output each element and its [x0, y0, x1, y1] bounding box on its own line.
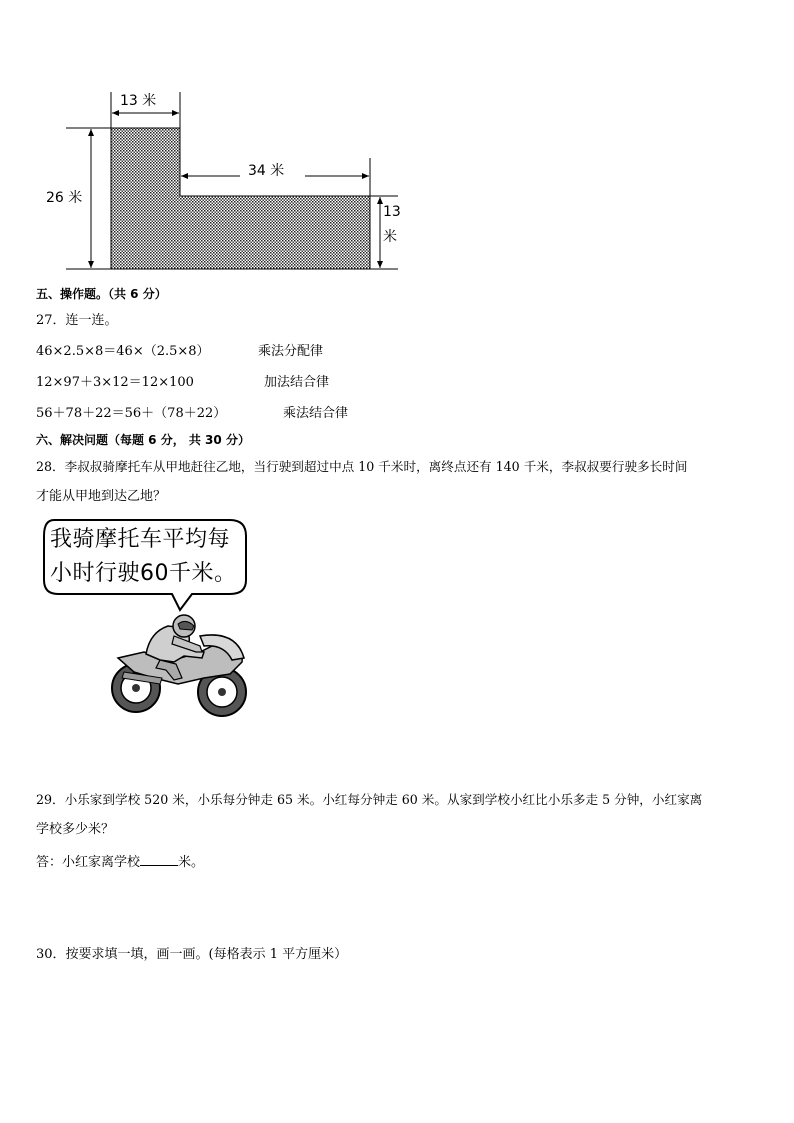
q28-line-1: 28．李叔叔骑摩托车从甲地赶往乙地，当行驶到超过中点 10 千米时，离终点还有 140 千米，李叔叔要行驶多长时间 [36, 459, 688, 474]
q27-expr-2: 12×97＋3×12＝12×100 [36, 375, 194, 390]
q27-expr-1: 46×2.5×8＝46×（2.5×8） [36, 344, 210, 359]
section-6-heading: 六、解决问题（每题 6 分， 共 30 分） [36, 433, 250, 447]
q27-law-2: 加法结合律 [264, 375, 330, 390]
q29-answer-blank[interactable] [140, 853, 178, 866]
q27-expr-3: 56＋78＋22＝56＋（78＋22） [36, 406, 227, 421]
q28-line-2: 才能从甲地到达乙地？ [36, 489, 167, 504]
dim-label-top: 13 米 [120, 93, 157, 109]
q27-law-3: 乘法结合律 [283, 406, 349, 421]
motorcycle-rider-illustration [104, 612, 264, 722]
dim-label-right-unit: 米 [383, 229, 397, 245]
q29-answer [36, 853, 204, 871]
q29-answer-prefix: 答：小红家离学校 [36, 855, 141, 870]
area-diagram-svg [0, 0, 794, 300]
bubble-line-1: 我骑摩托车平均每 [50, 527, 231, 552]
dim-label-right-num: 13 [383, 204, 401, 220]
q30-line: 30．按要求填一填，画一画。(每格表示 1 平方厘米） [36, 947, 348, 962]
q29-line-1: 29．小乐家到学校 520 米，小乐每分钟走 65 米。小红每分钟走 60 米。从家到学校小红比小乐多走 5 分钟，小红家离 [36, 792, 703, 807]
bubble-line-2: 小时行驶60千米。 [50, 561, 237, 586]
q27-title: 27．连一连。 [36, 313, 118, 328]
q29-line-2: 学校多少米？ [36, 822, 115, 837]
dim-label-middle: 34 米 [248, 163, 285, 179]
q27-law-1: 乘法分配律 [258, 344, 324, 359]
dim-label-left: 26 米 [46, 190, 83, 206]
q29-answer-suffix: 米。 [178, 855, 205, 870]
section-5-heading: 五、操作题。（共 6 分） [36, 287, 167, 301]
shaded-region [111, 128, 370, 269]
